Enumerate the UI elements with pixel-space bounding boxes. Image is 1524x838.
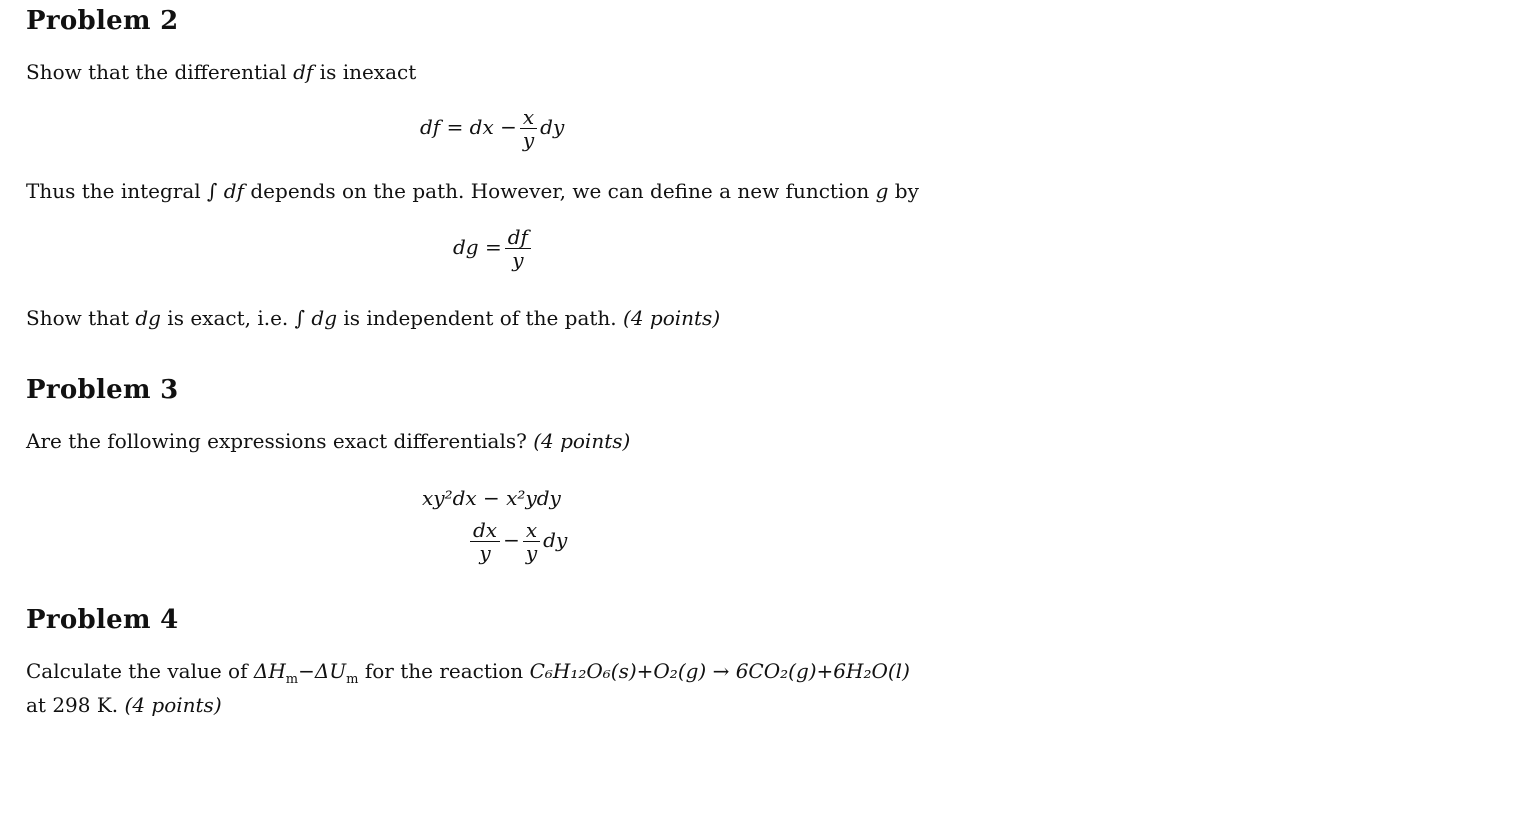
problem-2-line-3: [26, 306, 720, 330]
points-label: (4 points): [623, 306, 721, 330]
fraction: [505, 226, 531, 271]
text: by: [888, 179, 919, 203]
delta-h-subscript: m: [285, 672, 299, 687]
intro-text: Show that the differential: [26, 60, 294, 84]
problem-2-intro: [26, 60, 416, 84]
problem-4-line-2: [26, 693, 222, 717]
problem-2-heading: Problem 2: [26, 6, 179, 36]
problem-4-heading: Problem 4: [26, 605, 179, 635]
text: for the reaction: [358, 659, 530, 683]
problem-2-line-2: [26, 179, 919, 203]
fraction-denominator: y: [479, 541, 491, 565]
integral-dg: ∫ dg: [294, 306, 338, 330]
intro-math: df: [293, 60, 314, 84]
delta-u: −ΔU: [298, 659, 347, 683]
fraction-denominator: y: [512, 248, 524, 272]
math-dg: dg: [135, 306, 161, 330]
fraction-numerator: x: [523, 519, 540, 542]
text: at 298 K.: [26, 693, 125, 717]
points-label: (4 points): [124, 693, 222, 717]
text: Are the following expressions exact differentials?: [26, 429, 534, 453]
equation-tail: dy: [540, 115, 565, 139]
expression-1: xy²dx − x²ydy: [422, 486, 561, 510]
problem-3-intro: [26, 429, 630, 453]
text: Calculate the value of: [26, 659, 254, 683]
expression-2: [467, 519, 567, 564]
text: is independent of the path.: [337, 306, 624, 330]
fraction-numerator: df: [505, 226, 531, 249]
intro-text-end: is inexact: [313, 60, 417, 84]
fraction: [520, 106, 537, 151]
problem-3-heading: Problem 3: [26, 375, 179, 405]
function-g: g: [875, 179, 889, 203]
text: depends on the path. However, we can define a new function: [244, 179, 876, 203]
reaction-equation: C₆H₁₂O₆(s)+O₂(g) → 6CO₂(g)+6H₂O(l): [529, 659, 910, 683]
delta-h: ΔH: [253, 659, 286, 683]
equation-lhs: dg =: [453, 235, 502, 259]
fraction-2: [523, 519, 540, 564]
integral-df: ∫ df: [207, 179, 245, 203]
points-label: (4 points): [533, 429, 631, 453]
text: is exact, i.e.: [160, 306, 295, 330]
text: Thus the integral: [26, 179, 208, 203]
fraction-denominator: y: [525, 541, 538, 565]
expression-tail: dy: [543, 528, 568, 552]
fraction-numerator: x: [520, 106, 537, 129]
equation-lhs: df = dx −: [420, 115, 517, 139]
text: Show that: [26, 306, 136, 330]
fraction-1: [470, 519, 500, 564]
problem-4-line-1: [26, 659, 910, 692]
minus-sign: −: [503, 528, 520, 552]
equation-df: [420, 106, 564, 151]
fraction-denominator: y: [522, 128, 535, 152]
fraction-numerator: dx: [470, 519, 500, 542]
equation-dg: [453, 226, 534, 271]
delta-u-subscript: m: [346, 672, 359, 687]
